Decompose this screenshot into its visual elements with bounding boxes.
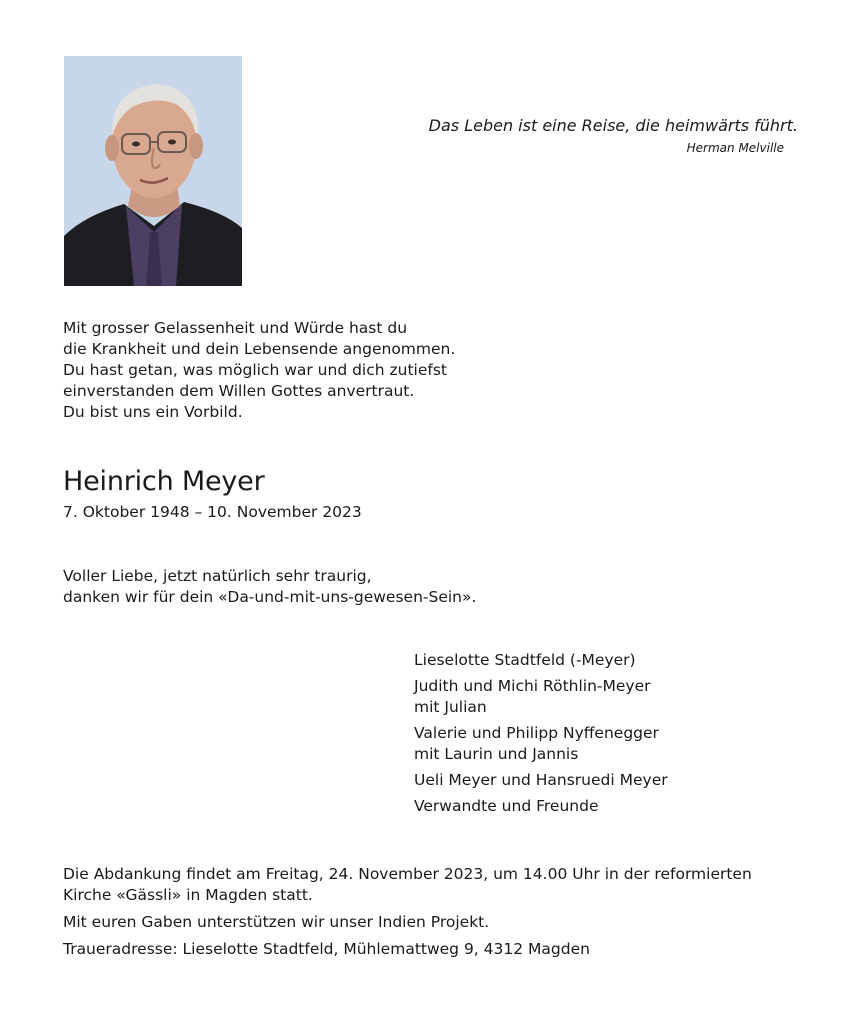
memorial-poem [63, 318, 455, 423]
thanks-message [63, 566, 476, 608]
deceased-name: Heinrich Meyer [63, 466, 265, 497]
donation-note: Mit euren Gaben unterstützen wir unser Indien Projekt. [63, 913, 490, 931]
epigraph-quote [429, 116, 798, 156]
thanks-line: danken wir für dein «Da-und-mit-uns-gewesen-Sein». [63, 588, 477, 606]
ceremony-line: Die Abdankung findet am Freitag, 24. November 2023, um 14.00 Uhr in der reformierten [63, 865, 752, 883]
quote-text: Das Leben ist eine Reise, die heimwärts führt. [428, 116, 798, 135]
mourner-line: Ueli Meyer und Hansruedi Meyer [414, 771, 668, 789]
mourner-entry [414, 723, 668, 765]
life-dates: 7. Oktober 1948 – 10. November 2023 [63, 503, 362, 521]
poem-line: einverstanden dem Willen Gottes anvertraut. [63, 382, 415, 400]
mourner-line: Judith und Michi Röthlin-Meyer [414, 677, 651, 695]
poem-line: Mit grosser Gelassenheit und Würde hast du [63, 319, 408, 337]
poem-line: Du hast getan, was möglich war und dich zutiefst [63, 361, 447, 379]
poem-line: Du bist uns ein Vorbild. [63, 403, 243, 421]
portrait-photo [64, 56, 242, 286]
thanks-line: Voller Liebe, jetzt natürlich sehr traurig, [63, 567, 372, 585]
mourner-entry [414, 796, 668, 817]
mourner-line: Verwandte und Freunde [414, 797, 599, 815]
mourning-address: Traueradresse: Lieselotte Stadtfeld, Mühlemattweg 9, 4312 Magden [63, 940, 590, 958]
ceremony-info [63, 864, 823, 966]
poem-line: die Krankheit und dein Lebensende angenommen. [63, 340, 456, 358]
mourner-entry [414, 650, 668, 671]
quote-author: Herman Melville [686, 141, 784, 155]
ceremony-details [63, 864, 813, 906]
mourner-entry [414, 770, 668, 791]
mourner-entry [414, 676, 668, 718]
mourner-line: mit Julian [414, 698, 487, 716]
mourner-line: mit Laurin und Jannis [414, 745, 579, 763]
ceremony-line: Kirche «Gässli» in Magden statt. [63, 886, 313, 904]
mourners-list [414, 650, 668, 822]
mourner-line: Valerie und Philipp Nyffenegger [414, 724, 659, 742]
mourner-line: Lieselotte Stadtfeld (-Meyer) [414, 651, 636, 669]
